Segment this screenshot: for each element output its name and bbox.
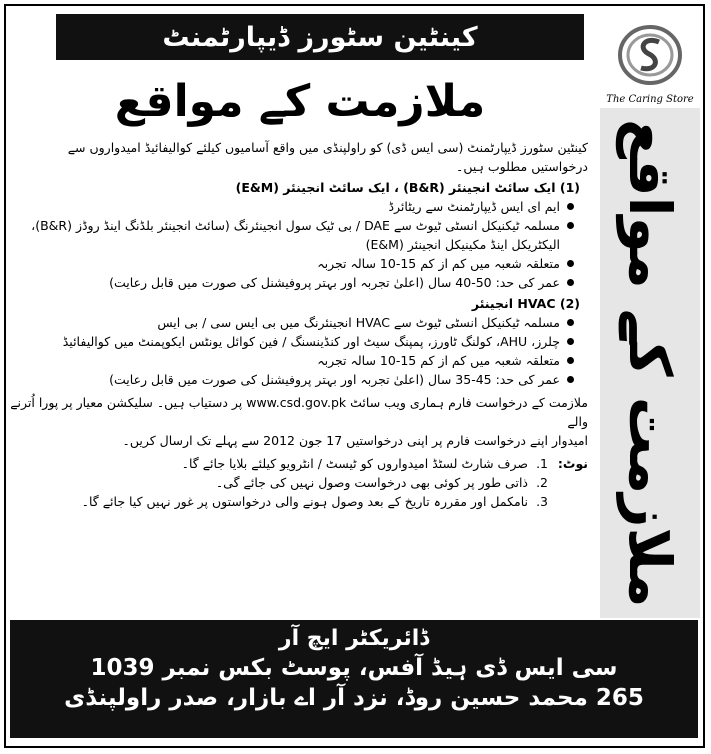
list-item: ایم ای ایس ڈیپارٹمنٹ سے ریٹائرڈ bbox=[10, 197, 594, 216]
intro-text: کینٹین سٹورز ڈیپارٹمنٹ (سی ایس ڈی) کو راولپنڈی میں واقع آسامیوں کیلئے کوالیفائیڈ امیدواروں سے درخواستیں مطلوب ہیں۔ bbox=[67, 140, 588, 174]
list-item: عمر کی حد: 50-40 سال (اعلیٰ تجربہ اور بہتر پروفیشنل کی صورت میں قابل رعایت) bbox=[10, 273, 594, 292]
notes-label: نوٹ: bbox=[557, 456, 588, 471]
note-text: صرف شارٹ لسٹڈ امیدواروں کو ٹیسٹ / انٹرویو کیلئے بلایا جائے گا۔ bbox=[181, 456, 528, 471]
contact-address-line: سی ایس ڈی ہیڈ آفس، پوسٹ بکس نمبر 1039 bbox=[90, 655, 618, 681]
application-line: امیدوار اپنے درخواست فارم پر اپنی درخواستیں 17 جون 2012 سے پہلے تک ارسال کریں۔ bbox=[122, 433, 588, 448]
list-item: عمر کی حد: 45-35 سال (اعلیٰ تجربہ اور بہتر پروفیشنل کی صورت میں قابل رعایت) bbox=[10, 370, 594, 389]
note-number: 1. bbox=[536, 456, 548, 471]
note-row bbox=[10, 454, 594, 473]
department-name: کینٹین سٹورز ڈیپارٹمنٹ bbox=[162, 21, 478, 53]
note-text: نامکمل اور مقررہ تاریخ کے بعد وصول ہونے والی درخواستوں پر غور نہیں کیا جائے گا۔ bbox=[81, 494, 528, 509]
csd-logo-icon bbox=[615, 22, 685, 88]
title-text: ملازمت کے مواقع bbox=[114, 75, 486, 127]
page-title bbox=[6, 68, 594, 134]
notes-block bbox=[10, 454, 594, 511]
note-number: 2. bbox=[536, 475, 548, 490]
contact-footer bbox=[10, 620, 698, 738]
section-title: (2) HVAC انجینئر bbox=[471, 296, 580, 311]
list-item: متعلقہ شعبہ میں کم از کم 15-10 سالہ تجربہ bbox=[10, 254, 594, 273]
list-item: مسلمہ ٹیکنیکل انسٹی ٹیوٹ سے DAE / بی ٹیک سول انجینئرنگ (سائٹ انجینئر بلڈنگ اینڈ روڈز (B&R)، الیکٹریکل اینڈ مکینیکل انجینئر (E&M) bbox=[10, 216, 594, 254]
vertical-banner-text: ملازمت کے مواقع bbox=[616, 118, 684, 608]
vertical-banner bbox=[600, 108, 700, 618]
contact-title: ڈائریکٹر ایچ آر bbox=[278, 626, 430, 651]
note-row bbox=[10, 473, 594, 492]
list-item: چلرز، AHU، کولنگ ٹاورز، پمپنگ سیٹ اور کنڈینسنگ / فین کوائل یونٹس ایکوپمنٹ میں کوالیفائیڈ bbox=[10, 332, 594, 351]
note-number: 3. bbox=[536, 494, 548, 509]
department-banner bbox=[56, 14, 584, 60]
ad-body bbox=[10, 138, 594, 618]
note-text: ذاتی طور پر کوئی بھی درخواست وصول نہیں کی جائے گی۔ bbox=[215, 475, 528, 490]
note-row bbox=[10, 492, 594, 511]
logo-tagline: The Caring Store bbox=[606, 94, 694, 105]
section-site-engineer bbox=[10, 178, 594, 292]
company-logo bbox=[600, 10, 700, 106]
section-title: (1) ایک سائٹ انجینئر (B&R) ، ایک سائٹ انجینئر (E&M) bbox=[235, 180, 580, 195]
section-hvac-engineer bbox=[10, 294, 594, 389]
contact-address-line: 265 محمد حسین روڈ، نزد آر اے بازار، صدر راولپنڈی bbox=[64, 685, 644, 711]
list-item: متعلقہ شعبہ میں کم از کم 15-10 سالہ تجربہ bbox=[10, 351, 594, 370]
application-line: ملازمت کے درخواست فارم ہماری ویب سائٹ www.csd.gov.pk پر دستیاب ہیں۔ سلیکشن معیار پر پورا اُترنے والے bbox=[10, 395, 588, 429]
list-item: مسلمہ ٹیکنیکل انسٹی ٹیوٹ سے HVAC انجینئرنگ میں بی ایس سی / بی ایس bbox=[10, 313, 594, 332]
